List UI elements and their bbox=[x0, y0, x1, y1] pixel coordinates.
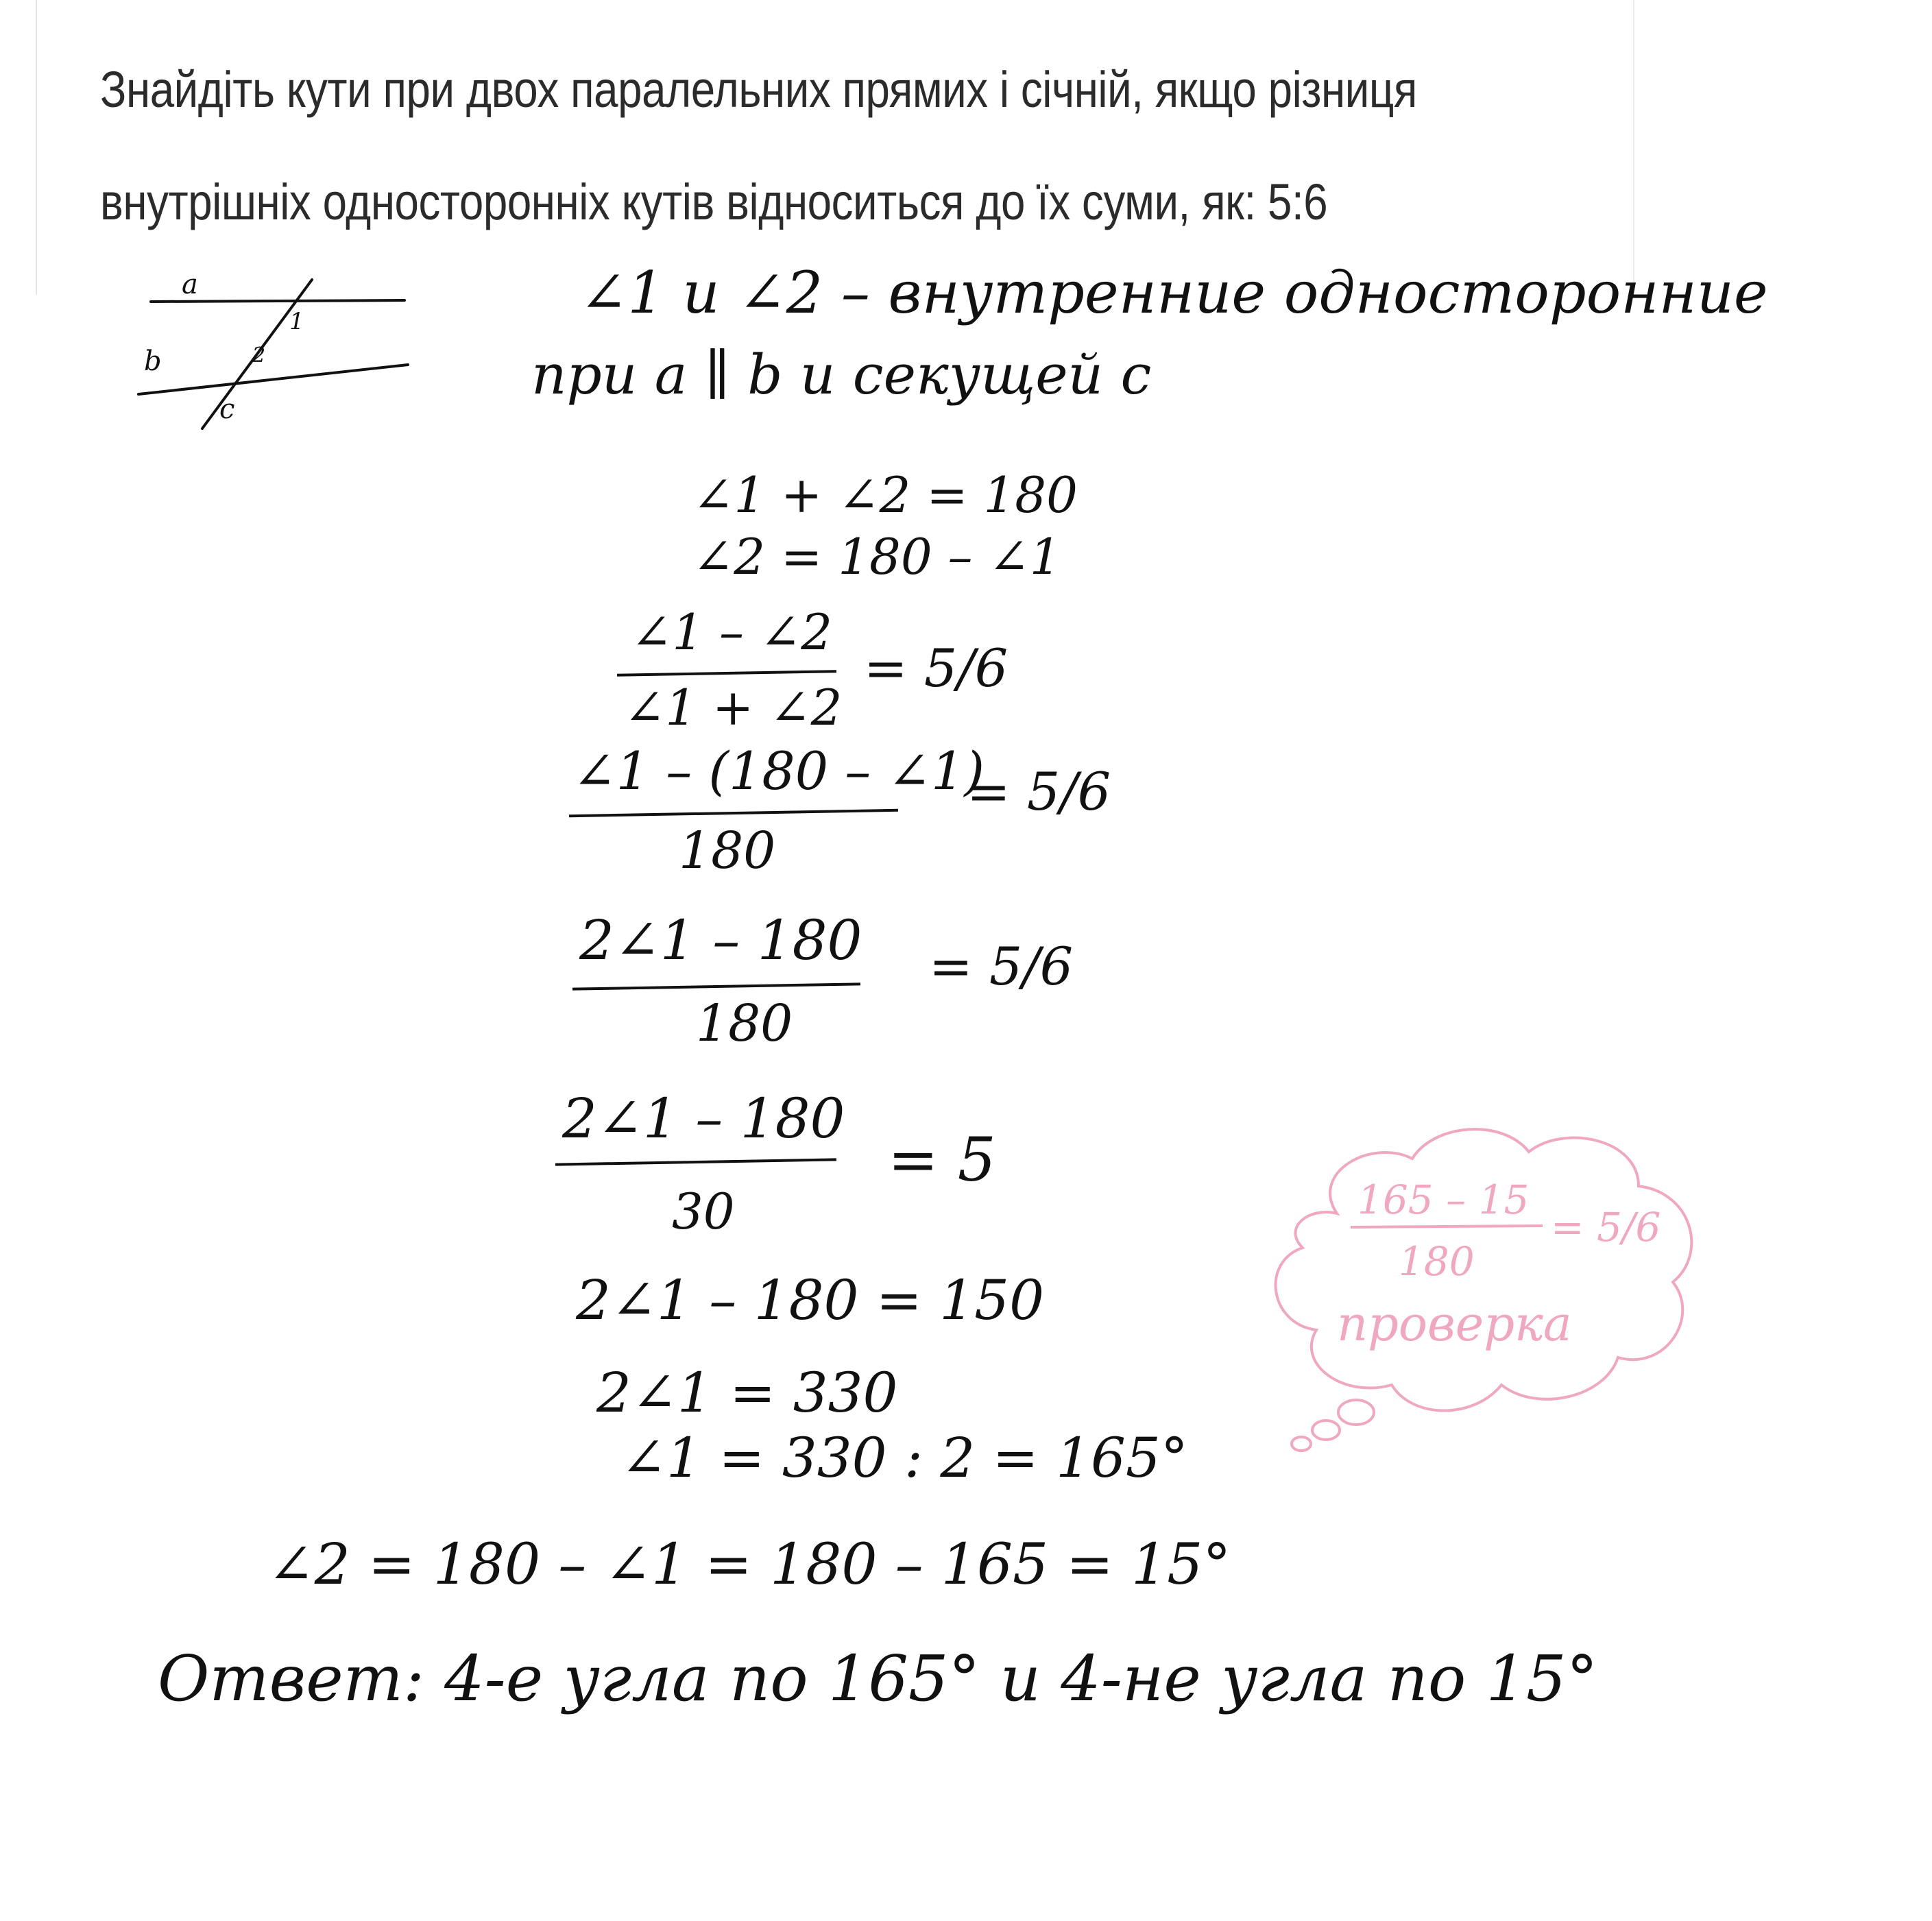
fraction-simplified-bar bbox=[572, 982, 860, 990]
fraction-substituted-denominator: 180 bbox=[679, 821, 776, 880]
task-text-line-1: Знайдіть кути при двох паралельних прямих і січній, якщо різниця bbox=[100, 61, 1417, 118]
fraction-substituted-numerator: ∠1 – (180 – ∠1) bbox=[572, 740, 985, 801]
check-denominator: 180 bbox=[1399, 1238, 1475, 1285]
check-rhs: = 5/6 bbox=[1551, 1204, 1661, 1251]
figure-label-angle-1: 1 bbox=[289, 308, 304, 335]
fraction-ratio-denominator: ∠1 + ∠2 bbox=[624, 679, 843, 736]
cloud-outline bbox=[1276, 1129, 1692, 1410]
equation-angle2: ∠2 = 180 – ∠1 bbox=[692, 528, 1061, 585]
check-fraction-bar bbox=[1351, 1226, 1543, 1227]
solution-intro-line-1: ∠1 и ∠2 – внутренние односторонние bbox=[579, 259, 1768, 326]
answer-line: Ответ: 4-е угла по 165° и 4-не угла по 15° bbox=[158, 1642, 1598, 1715]
solution-intro-line-2: при a ∥ b и секущей c bbox=[531, 343, 1152, 407]
fraction-reduced-denominator: 30 bbox=[672, 1183, 735, 1240]
equation-angle1-result: ∠1 = 330 : 2 = 165° bbox=[620, 1426, 1188, 1490]
line-a bbox=[151, 300, 404, 302]
check-numerator: 165 – 15 bbox=[1357, 1176, 1530, 1223]
cloud-bubble-large bbox=[1338, 1400, 1374, 1425]
fraction-simplified-numerator: 2∠1 – 180 bbox=[579, 908, 862, 972]
cloud-bubble-small bbox=[1292, 1437, 1311, 1451]
task-card bbox=[36, 0, 1634, 295]
fraction-simplified-rhs: = 5/6 bbox=[929, 936, 1074, 997]
fraction-reduced-bar bbox=[555, 1158, 836, 1165]
fraction-reduced-rhs: = 5 bbox=[888, 1124, 996, 1195]
fraction-substituted-rhs: = 5/6 bbox=[967, 761, 1111, 822]
equation-angle2-result: ∠2 = 180 – ∠1 = 180 – 165 = 15° bbox=[267, 1532, 1231, 1597]
equation-double-angle: 2∠1 = 330 bbox=[596, 1361, 898, 1425]
figure-label-c: c bbox=[219, 394, 235, 425]
equation-linear: 2∠1 – 180 = 150 bbox=[576, 1268, 1044, 1332]
check-cloud bbox=[1255, 1111, 1721, 1467]
check-label: проверка bbox=[1337, 1296, 1572, 1352]
cloud-bubble-medium bbox=[1312, 1421, 1340, 1440]
task-text-line-2: внутрішніх односторонніх кутів відноситься до їх суми, як: 5:6 bbox=[100, 173, 1328, 230]
line-b bbox=[138, 365, 408, 394]
fraction-simplified-denominator: 180 bbox=[696, 994, 793, 1053]
fraction-reduced-numerator: 2∠1 – 180 bbox=[562, 1087, 845, 1150]
figure-label-angle-2: 2 bbox=[252, 343, 266, 367]
fraction-substituted-bar bbox=[569, 809, 898, 817]
figure-label-a: a bbox=[182, 269, 198, 300]
fraction-ratio-bar bbox=[617, 670, 836, 677]
equation-sum: ∠1 + ∠2 = 180 bbox=[692, 466, 1078, 524]
fraction-ratio-numerator: ∠1 – ∠2 bbox=[631, 603, 833, 661]
parallel-lines-figure bbox=[130, 261, 432, 439]
figure-label-b: b bbox=[144, 346, 162, 377]
fraction-ratio-rhs: = 5/6 bbox=[864, 638, 1009, 699]
